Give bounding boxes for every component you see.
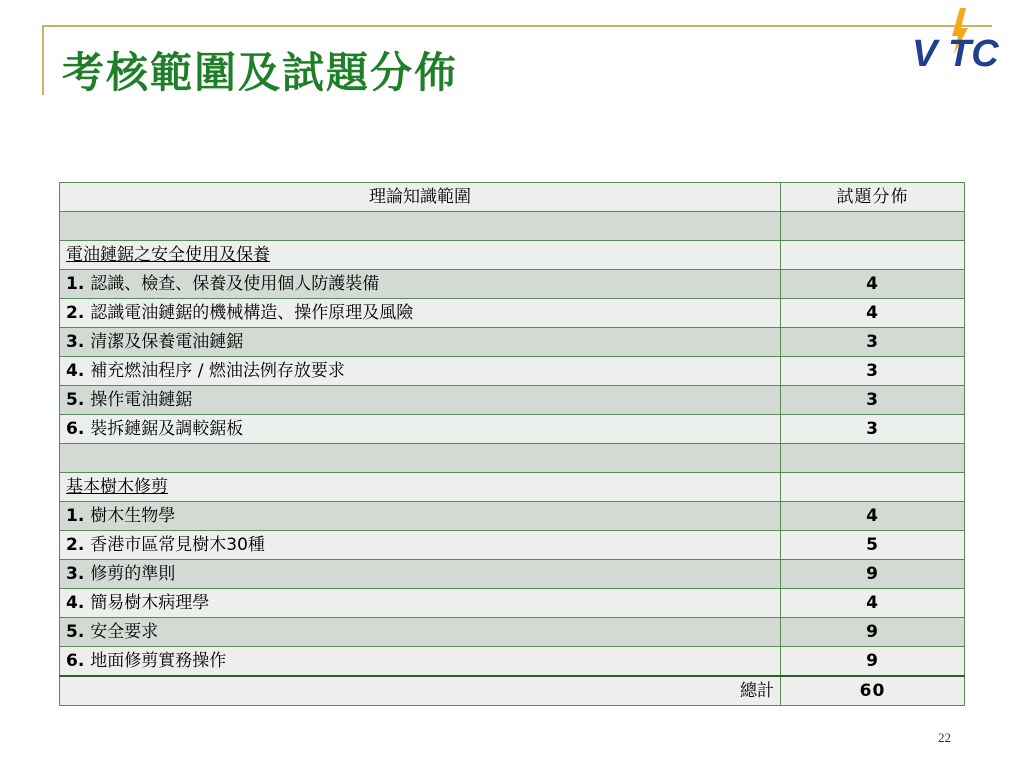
item-number: 1. [66,506,85,526]
item-topic [60,560,781,589]
item-topic [60,502,781,531]
table-row [60,647,965,677]
item-topic [60,618,781,647]
table-row [60,560,965,589]
item-topic [60,357,781,386]
item-topic [60,270,781,299]
table-row [60,270,965,299]
item-text: 認識電油鏈鋸的機械構造、操作原理及風險 [90,303,414,323]
item-score: 5 [781,531,965,560]
item-topic [60,386,781,415]
total-label: 總計 [60,676,781,706]
item-number: 3. [66,564,85,584]
item-text: 地面修剪實務操作 [90,651,227,671]
table-row [60,386,965,415]
item-score: 9 [781,618,965,647]
item-number: 4. [66,361,85,381]
item-score: 4 [781,270,965,299]
spacer-row [60,444,965,473]
frame-left-line [42,25,44,95]
section-row [60,241,965,270]
table-row [60,589,965,618]
table-row [60,618,965,647]
item-number: 1. [66,274,85,294]
item-score: 3 [781,386,965,415]
item-text: 操作電油鏈鋸 [90,390,193,410]
item-score: 9 [781,560,965,589]
item-topic [60,589,781,618]
item-score: 4 [781,589,965,618]
item-score: 4 [781,502,965,531]
table-row [60,357,965,386]
item-number: 4. [66,593,85,613]
item-score: 3 [781,415,965,444]
item-number: 2. [66,535,85,555]
item-number: 5. [66,622,85,642]
section-title: 電油鏈鋸之安全使用及保養 [60,241,781,270]
item-score: 3 [781,357,965,386]
item-number: 6. [66,419,85,439]
frame-top-line [42,25,992,27]
item-text: 樹木生物學 [90,506,176,526]
item-topic [60,415,781,444]
table-row [60,415,965,444]
item-topic [60,531,781,560]
item-text: 補充燃油程序 / 燃油法例存放要求 [90,361,345,381]
item-score: 9 [781,647,965,677]
spacer-cell [60,212,781,241]
table-row [60,531,965,560]
spacer-cell [781,444,965,473]
item-text: 香港市區常見樹木30種 [90,535,265,555]
item-topic [60,328,781,357]
item-number: 5. [66,390,85,410]
vtc-logo [908,6,1008,78]
table-row [60,299,965,328]
table-row [60,502,965,531]
section-score-empty [781,241,965,270]
slide-title: 考核範圍及試題分佈 [62,48,459,97]
item-topic [60,299,781,328]
spacer-cell [781,212,965,241]
item-text: 簡易樹木病理學 [90,593,210,613]
item-score: 3 [781,328,965,357]
page-number: 22 [938,730,951,745]
total-row [60,676,965,706]
item-text: 修剪的準則 [90,564,176,584]
header-topic: 理論知識範圍 [60,183,781,212]
section-score-empty [781,473,965,502]
item-score: 4 [781,299,965,328]
item-text: 裝拆鏈鋸及調較鋸板 [90,419,244,439]
header-score: 試題分佈 [781,183,965,212]
section-title: 基本樹木修剪 [60,473,781,502]
item-text: 安全要求 [90,622,159,642]
table-row [60,328,965,357]
item-topic [60,647,781,677]
item-number: 3. [66,332,85,352]
svg-text:TC: TC [948,33,999,75]
svg-text:V: V [912,33,938,75]
total-value: 60 [781,676,965,706]
section-row [60,473,965,502]
exam-scope-table [59,182,965,706]
item-text: 清潔及保養電油鏈鋸 [90,332,244,352]
spacer-row [60,212,965,241]
item-number: 2. [66,303,85,323]
table-header-row [60,183,965,212]
item-text: 認識、檢查、保養及使用個人防護裝備 [90,274,380,294]
spacer-cell [60,444,781,473]
item-number: 6. [66,651,85,671]
